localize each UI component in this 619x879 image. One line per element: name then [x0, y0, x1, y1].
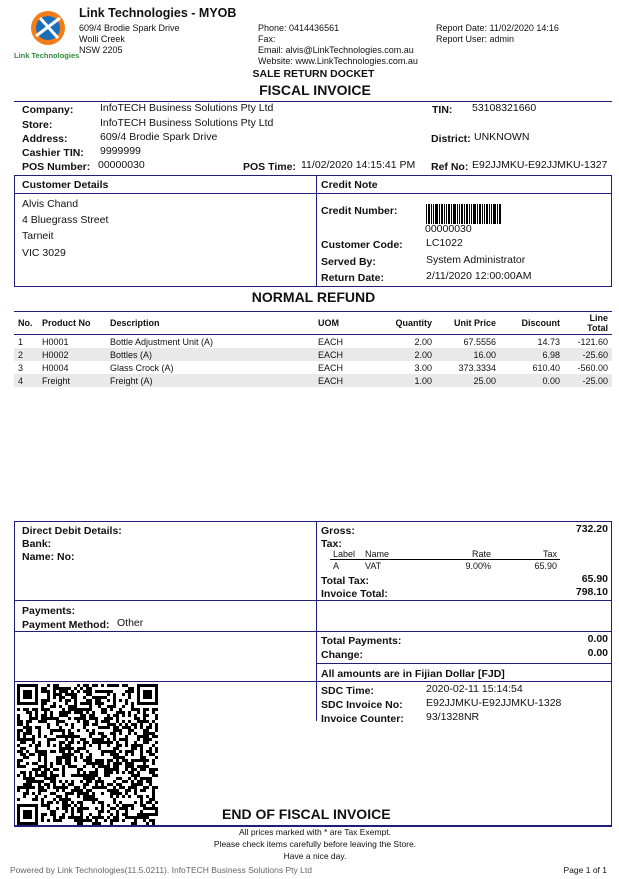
qr-code	[17, 684, 158, 825]
credit-number-value: 00000030	[425, 223, 472, 235]
payments-label: Payments:	[22, 605, 76, 617]
cell: Bottles (A)	[106, 348, 314, 361]
docket-title: SALE RETURN DOCKET	[252, 68, 375, 80]
cell: 0.00	[500, 374, 564, 387]
invoice-title: FISCAL INVOICE	[259, 82, 371, 98]
logo-text: Link Technologies	[14, 51, 80, 60]
total-payments-label: Total Payments:	[321, 635, 402, 647]
gross-value: 732.20	[575, 523, 608, 535]
customer-line-4: VIC 3029	[22, 247, 66, 259]
refund-title: NORMAL REFUND	[251, 289, 376, 305]
total-payments-value: 0.00	[587, 633, 608, 645]
cell: -121.60	[577, 336, 608, 347]
tax-header-row	[330, 548, 560, 560]
served-by-label: Served By:	[321, 256, 376, 268]
return-date-label: Return Date:	[321, 272, 385, 284]
ref-no-label: Ref No:	[431, 161, 469, 173]
page-number: Page 1 of 1	[563, 865, 607, 875]
cell: 3.00	[414, 362, 432, 373]
store-label: Store:	[22, 119, 53, 131]
tax-table	[330, 548, 560, 572]
pos-time-value: 11/02/2020 14:15:41 PM	[301, 159, 416, 171]
cell: 16.00	[436, 348, 500, 361]
currency-note: All amounts are in Fijian Dollar [FJD]	[321, 668, 505, 680]
powered-by: Powered by Link Technologies(11.5.0211). InfoTECH Business Solutions Pty Ltd	[10, 865, 312, 875]
invoice-counter-label: Invoice Counter:	[321, 713, 404, 725]
cell: 6.98	[500, 348, 564, 361]
cell: 2	[14, 348, 38, 361]
customer-code-label: Customer Code:	[321, 239, 403, 251]
payment-method-label: Payment Method:	[22, 619, 110, 631]
col-line-total: Line Total	[564, 312, 612, 335]
pos-number-label: POS Number:	[22, 161, 91, 173]
store-value: InfoTECH Business Solutions Pty Ltd	[100, 117, 274, 129]
customer-line-3: Tarneit	[22, 230, 54, 242]
cell: 610.40	[532, 362, 560, 373]
cell: 14.73	[537, 336, 560, 347]
company-website: Website: www.LinkTechnologies.com.au	[258, 56, 418, 66]
address-value: 609/4 Brodie Spark Drive	[100, 131, 218, 143]
company-value: InfoTECH Business Solutions Pty Ltd	[100, 102, 274, 114]
company-fax: Fax:	[258, 34, 276, 44]
bank-label: Bank:	[22, 538, 52, 550]
cell: 1	[18, 336, 24, 347]
cell: 65.90	[534, 561, 557, 571]
cell: 3	[18, 362, 24, 373]
cell: EACH	[314, 348, 370, 361]
items-table	[14, 312, 612, 387]
table-row	[14, 374, 612, 387]
cell: 373.3334	[458, 362, 496, 373]
sdc-time-label: SDC Time:	[321, 685, 374, 697]
total-tax-value: 65.90	[581, 573, 608, 585]
cashier-tin-label: Cashier TIN:	[22, 147, 84, 159]
cell: H0002	[38, 348, 106, 361]
cell: EACH	[318, 362, 344, 373]
tin-label: TIN:	[432, 104, 453, 116]
change-label: Change:	[321, 649, 363, 661]
invoice-total-label: Invoice Total:	[321, 588, 388, 600]
cell: 2.00	[414, 336, 432, 347]
table-row	[14, 361, 612, 374]
total-tax-label: Total Tax:	[321, 575, 370, 587]
customer-line-1: Alvis Chand	[22, 198, 79, 210]
col-product-no: Product No	[38, 312, 106, 335]
footer-note-2: Please check items carefully before leaving the Store.	[213, 839, 417, 849]
footer-note-1: All prices marked with * are Tax Exempt.	[239, 827, 391, 837]
footer-note-3: Have a nice day.	[283, 851, 347, 861]
report-date: Report Date: 11/02/2020 14:16	[436, 23, 559, 33]
sdc-invoice-value: E92JJMKU-E92JJMKU-1328	[426, 697, 562, 709]
cell: H0004	[42, 362, 69, 373]
district-label: District:	[431, 133, 471, 145]
pos-time-label: POS Time:	[243, 161, 296, 173]
cell: 2.00	[370, 348, 436, 361]
cell: -25.60	[564, 348, 612, 361]
address-label: Address:	[22, 133, 68, 145]
credit-note-header: Credit Note	[321, 179, 378, 191]
cell: 4	[14, 374, 38, 387]
tax-row	[330, 560, 560, 573]
col-no: No.	[14, 312, 38, 335]
company-name: Link Technologies - MYOB	[79, 6, 237, 20]
cell: Bottle Adjustment Unit (A)	[110, 336, 214, 347]
customer-code-value: LC1022	[426, 237, 463, 249]
tax-label: Tax:	[321, 538, 342, 550]
credit-barcode	[426, 204, 508, 224]
cell: 67.5556	[463, 336, 496, 347]
col-discount: Discount	[500, 312, 564, 335]
debit-details-label: Direct Debit Details:	[22, 525, 122, 537]
sdc-time-value: 2020-02-11 15:14:54	[426, 683, 523, 695]
change-value: 0.00	[587, 647, 608, 659]
company-phone: Phone: 0414436561	[258, 23, 340, 33]
district-value: UNKNOWN	[474, 131, 530, 143]
company-label: Company:	[22, 104, 74, 116]
company-email: Email: alvis@LinkTechnologies.com.au	[258, 45, 414, 55]
customer-line-2: 4 Bluegrass Street	[22, 214, 109, 226]
tax-col-name: Name	[362, 548, 428, 560]
end-title: END OF FISCAL INVOICE	[222, 806, 391, 822]
tax-col-rate: Rate	[428, 548, 494, 560]
company-address-3: NSW 2205	[79, 45, 123, 55]
tin-value: 53108321660	[472, 102, 537, 114]
cell: 1.00	[370, 374, 436, 387]
company-address-2: Wolli Creek	[79, 34, 125, 44]
credit-number-label: Credit Number:	[321, 205, 398, 217]
pos-number-value: 00000030	[98, 159, 145, 171]
invoice-total-value: 798.10	[575, 586, 608, 598]
col-uom: UOM	[314, 312, 370, 335]
cell: EACH	[314, 374, 370, 387]
table-row	[14, 335, 612, 349]
cashier-tin-value: 9999999	[100, 145, 141, 157]
table-row	[14, 348, 612, 361]
ref-no-value: E92JJMKU-E92JJMKU-1327	[472, 159, 608, 171]
invoice-counter-value: 93/1328NR	[426, 711, 480, 723]
col-quantity: Quantity	[370, 312, 436, 335]
items-header-row	[14, 312, 612, 335]
cell: A	[333, 561, 340, 571]
cell: Glass Crock (A)	[110, 362, 174, 373]
cell: H0001	[42, 336, 69, 347]
tax-col-label: Label	[330, 548, 362, 560]
cell: -560.00	[577, 362, 608, 373]
name-no-label: Name: No:	[22, 551, 75, 563]
gross-label: Gross:	[321, 525, 355, 537]
sdc-invoice-label: SDC Invoice No:	[321, 699, 403, 711]
return-date-value: 2/11/2020 12:00:00AM	[426, 270, 532, 282]
served-by-value: System Administrator	[426, 254, 526, 266]
report-user: Report User: admin	[436, 34, 515, 44]
tax-col-tax: Tax	[494, 548, 560, 560]
company-address-1: 609/4 Brodie Spark Drive	[79, 23, 180, 33]
cell: Freight	[38, 374, 106, 387]
cell: VAT	[365, 561, 382, 571]
cell: -25.00	[564, 374, 612, 387]
cell: 9.00%	[465, 561, 491, 571]
payment-method-value: Other	[117, 617, 144, 629]
col-description: Description	[106, 312, 314, 335]
cell: 25.00	[436, 374, 500, 387]
customer-details-header: Customer Details	[22, 179, 109, 191]
cell: Freight (A)	[106, 374, 314, 387]
cell: EACH	[318, 336, 344, 347]
col-unit-price: Unit Price	[436, 312, 500, 335]
